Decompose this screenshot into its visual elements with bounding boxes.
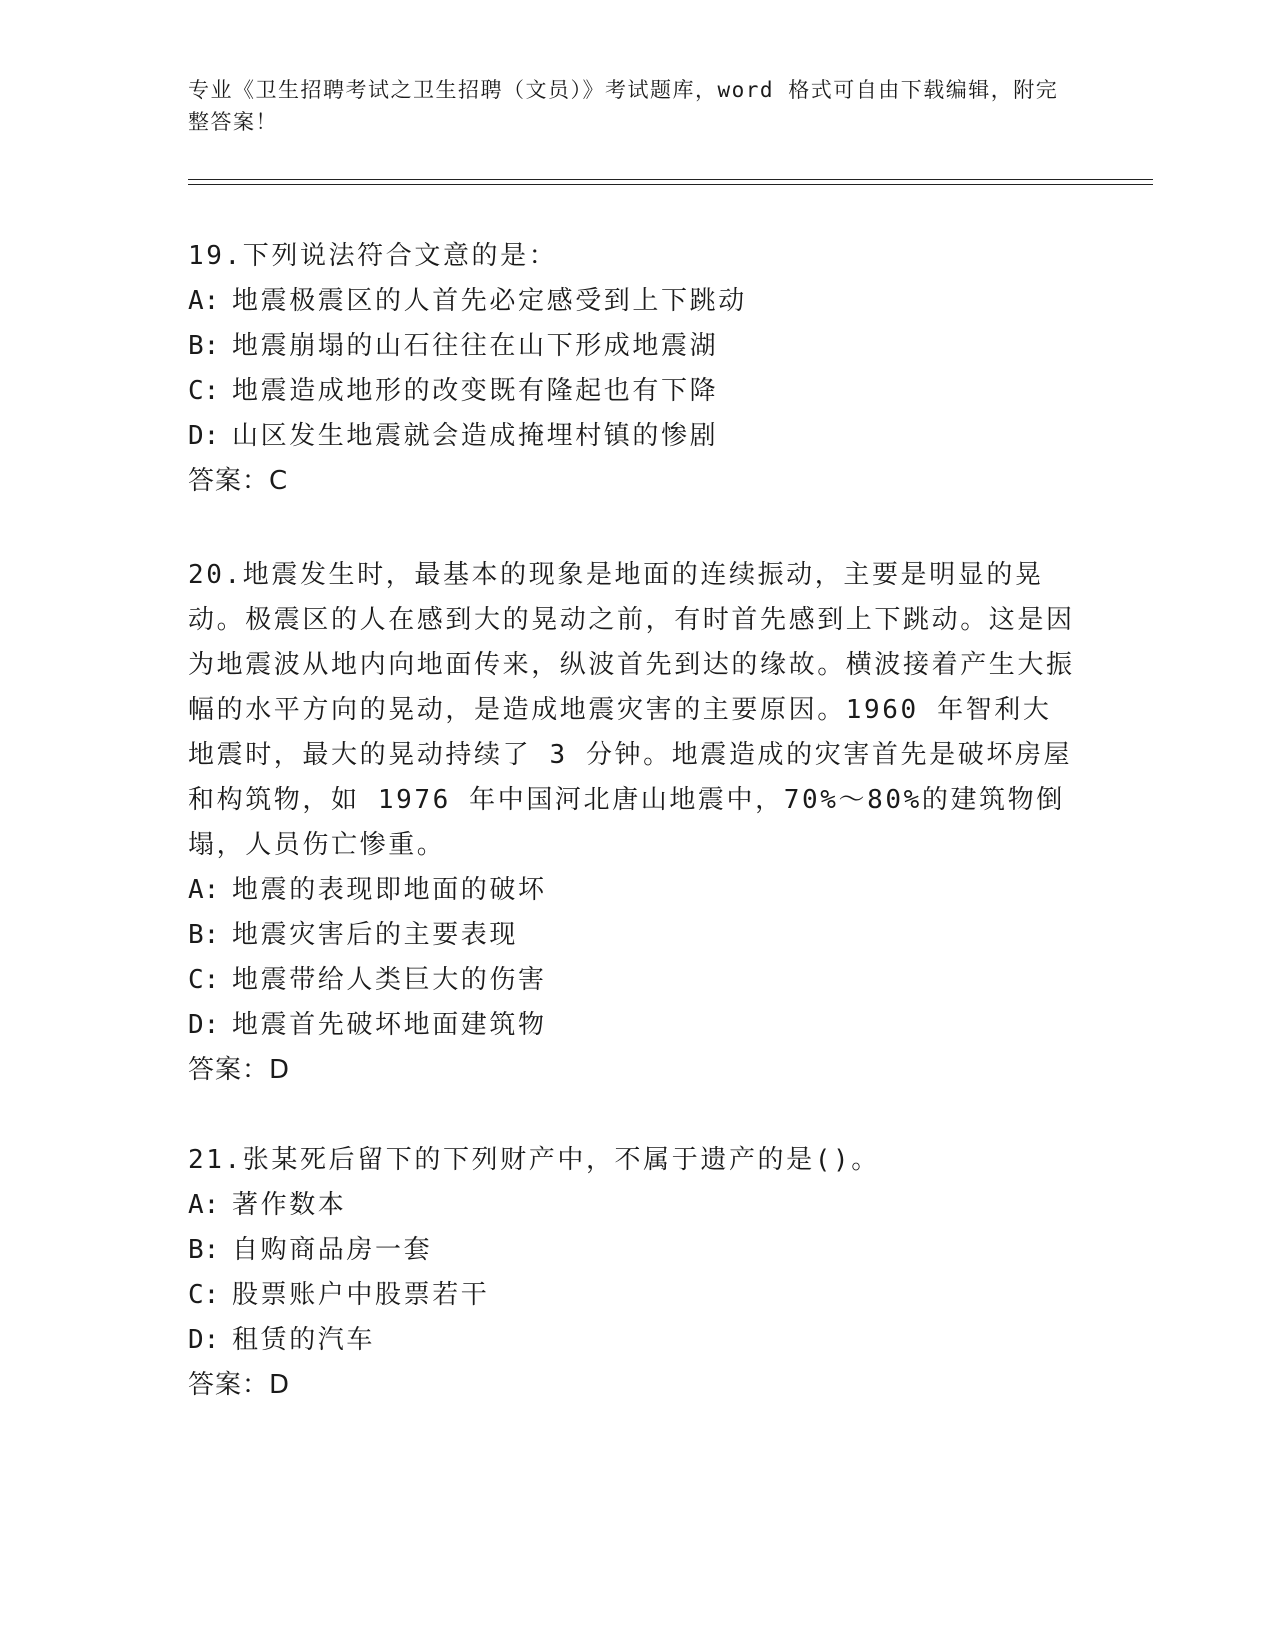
option-letter: B:	[188, 920, 220, 950]
option-text: 著作数本	[232, 1190, 347, 1220]
option-d	[188, 1003, 1088, 1048]
question-stem: 21.张某死后留下的下列财产中，不属于遗产的是()。	[188, 1145, 880, 1175]
option-text: 地震造成地形的改变既有隆起也有下降	[232, 376, 719, 406]
option-d	[188, 1318, 1088, 1363]
option-a	[188, 1183, 1088, 1228]
option-letter: D:	[188, 1325, 220, 1355]
option-text: 自购商品房一套	[232, 1235, 433, 1265]
option-letter: C:	[188, 376, 220, 406]
option-text: 山区发生地震就会造成掩埋村镇的惨剧	[232, 421, 719, 451]
option-c	[188, 1273, 1088, 1318]
option-text: 地震极震区的人首先必定感受到上下跳动	[232, 286, 747, 316]
option-b	[188, 324, 1088, 369]
option-c	[188, 369, 1088, 414]
question-stem: 20.地震发生时，最基本的现象是地面的连续振动，主要是明显的晃动。极震区的人在感到大的晃动之前，有时首先感到上下跳动。这是因为地震波从地内向地面传来，纵波首先到达的缘故。横波接着产生大振幅的水平方向的晃动，是造成地震灾害的主要原因。1960 年智利大地震时，最大的晃动持续了 3 分钟。地震造成的灾害首先是破坏房屋和构筑物，如 1976 年中国河北唐山地震中，70%～80%的建筑物倒塌，人员伤亡惨重。	[188, 560, 1075, 860]
option-letter: B:	[188, 1235, 220, 1265]
option-text: 地震灾害后的主要表现	[232, 920, 519, 950]
option-a	[188, 279, 1088, 324]
option-text: 地震带给人类巨大的伤害	[232, 965, 547, 995]
answer-line: 答案：D	[188, 1370, 291, 1400]
question-19	[188, 234, 1088, 504]
option-letter: D:	[188, 1010, 220, 1040]
option-text: 地震首先破坏地面建筑物	[232, 1010, 547, 1040]
option-text: 股票账户中股票若干	[232, 1280, 490, 1310]
answer-line: 答案：C	[188, 466, 289, 496]
header-divider-top	[188, 179, 1153, 180]
option-text: 地震崩塌的山石往往在山下形成地震湖	[232, 331, 719, 361]
option-b	[188, 913, 1088, 958]
header-divider-bottom	[188, 184, 1153, 185]
question-20	[188, 553, 1088, 1093]
option-a	[188, 868, 1088, 913]
option-letter: B:	[188, 331, 220, 361]
answer-line: 答案：D	[188, 1055, 291, 1085]
option-letter: C:	[188, 965, 220, 995]
option-letter: A:	[188, 875, 220, 905]
option-b	[188, 1228, 1088, 1273]
option-letter: C:	[188, 1280, 220, 1310]
option-letter: A:	[188, 286, 220, 316]
document-header: 专业《卫生招聘考试之卫生招聘（文员）》考试题库，word 格式可自由下载编辑，附完整答案！	[188, 78, 1059, 134]
option-d	[188, 414, 1088, 459]
question-stem: 19.下列说法符合文意的是：	[188, 241, 558, 271]
option-text: 租赁的汽车	[232, 1325, 376, 1355]
option-letter: D:	[188, 421, 220, 451]
option-c	[188, 958, 1088, 1003]
option-letter: A:	[188, 1190, 220, 1220]
option-text: 地震的表现即地面的破坏	[232, 875, 547, 905]
question-21	[188, 1138, 1088, 1408]
